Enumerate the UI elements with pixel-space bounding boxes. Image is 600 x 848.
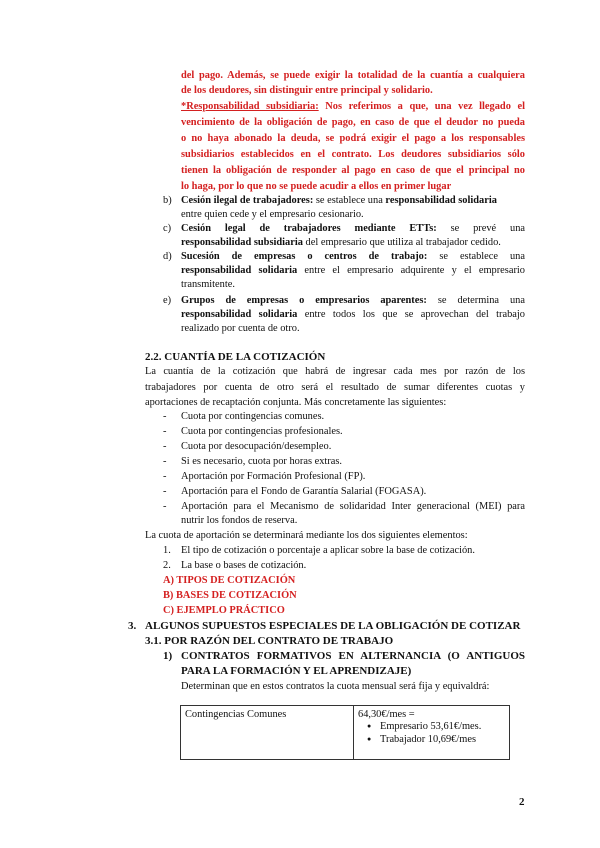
text: entre todos los que se aprovechan del trabajo: [297, 309, 525, 320]
red-text-line: de los deudores, sin distinguir entre principal y solidario.: [181, 85, 433, 96]
list-item-text: realizado por cuenta de otro.: [181, 323, 300, 334]
list-item-e: [181, 294, 525, 308]
term: responsabilidad solidaria: [181, 265, 298, 276]
red-text-line: del pago. Además, se puede exigir la totalidad de la cuantía a cualquiera: [181, 70, 525, 81]
text: se determina una: [426, 295, 525, 306]
term: Cesión ilegal de trabajadores:: [181, 195, 314, 206]
list-item: nutrir los fondos de reserva.: [181, 515, 298, 526]
section-number: 3.: [128, 620, 137, 632]
section-heading: ALGUNOS SUPUESTOS ESPECIALES DE LA OBLIGACIÓN DE COTIZAR: [145, 620, 521, 632]
paragraph-line: aportaciones de recaptación conjunta. Más concretamente las siguientes:: [145, 397, 447, 408]
list-item: Si es necesario, cuota por horas extras.: [181, 456, 342, 467]
numbered-item: La base o bases de cotización.: [181, 560, 307, 571]
item-heading: PARA LA FORMACIÓN Y EL APRENDIZAJE): [181, 665, 412, 677]
paragraph-line: La cuantía de la cotización que habrá de ingresar cada mes por razón de los: [145, 366, 525, 377]
paragraph-line: La cuota de aportación se determinará mediante los dos siguientes elementos:: [145, 530, 468, 541]
list-item-b: [181, 194, 497, 208]
red-text-span: Nos referimos a que, una vez llegado el: [318, 101, 525, 112]
page-number: 2: [519, 796, 525, 808]
list-item: Cuota por contingencias comunes.: [181, 411, 325, 422]
item-heading: CONTRATOS FORMATIVOS EN ALTERNANCIA (O ANTIGUOS: [181, 650, 525, 662]
list-item: Cuota por desocupación/desempleo.: [181, 441, 332, 452]
list-item-text: [181, 264, 525, 278]
dash-marker: -: [163, 456, 167, 467]
subsidiary-label: *Responsabilidad subsidiaria:: [181, 101, 319, 112]
list-item-text: transmitente.: [181, 279, 235, 290]
dash-marker: -: [163, 501, 167, 512]
table-cell-amount: [354, 706, 510, 760]
number-marker: 2.: [163, 560, 171, 571]
term: responsabilidad solidaria: [385, 195, 497, 206]
section-heading: 2.2. CUANTÍA DE LA COTIZACIÓN: [145, 351, 326, 363]
red-subheading: B) BASES DE COTIZACIÓN: [163, 590, 297, 601]
list-marker: e): [163, 295, 172, 306]
list-item-text: entre quien cede y el empresario cesionario.: [181, 209, 364, 220]
red-subheading: A) TIPOS DE COTIZACIÓN: [163, 575, 296, 586]
dash-marker: -: [163, 486, 167, 497]
list-marker: b): [163, 195, 172, 206]
quota-table: [180, 705, 510, 760]
amount-total: 64,30€/mes =: [358, 709, 415, 720]
paragraph-line: Determinan que en estos contratos la cuota mensual será fija y equivaldrá:: [181, 681, 490, 692]
text: se establece una: [313, 195, 386, 206]
red-text-line: lo haga, por lo que no se puede acudir a ellos en primer lugar: [181, 181, 452, 192]
list-item-text: [181, 236, 501, 250]
dash-marker: -: [163, 426, 167, 437]
text: del empresario que utiliza al trabajador cedido.: [302, 237, 501, 248]
red-subheading: C) EJEMPLO PRÁCTICO: [163, 605, 285, 616]
list-marker: d): [163, 251, 172, 262]
list-item: ● Trabajador 10,69€/mes: [380, 733, 505, 746]
red-text-line: o no haya abonado la deuda, se podrá exigir el pago a los responsables: [181, 133, 525, 144]
text: entre el empresario adquirente y el empresario: [297, 265, 525, 276]
list-item-c: [181, 222, 525, 236]
text: se prevé una: [436, 223, 526, 234]
list-item-d: [181, 250, 525, 264]
list-item-text: [181, 308, 525, 322]
table-cell-concept: Contingencias Comunes: [181, 706, 354, 760]
red-text-line: vencimiento de la obligación de pago, en caso de que el deudor no pueda: [181, 117, 525, 128]
item-number: 1): [163, 650, 173, 662]
red-text-line: subsidiarios establecidos en el contrato. Los deudores subsidiarios sólo: [181, 149, 525, 160]
term: Grupos de empresas o empresarios aparentes:: [181, 295, 427, 306]
subsection-heading: 3.1. POR RAZÓN DEL CONTRATO DE TRABAJO: [145, 635, 394, 647]
list-marker: c): [163, 223, 172, 234]
paragraph-line: trabajadores por cuenta de otro será el resultado de sumar diferentes cuotas y: [145, 382, 525, 393]
numbered-item: El tipo de cotización o porcentaje a aplicar sobre la base de cotización.: [181, 545, 475, 556]
term: Sucesión de empresas o centros de trabajo:: [181, 251, 428, 262]
subsidiary-definition-line: [181, 100, 525, 114]
red-text-line: tienen la obligación de responder al pago en caso de que el principal no: [181, 165, 525, 176]
amount-breakdown: [358, 720, 505, 746]
list-item: Aportación para el Mecanismo de solidaridad Inter generacional (MEI) para: [181, 501, 525, 512]
list-item: ● Empresario 53,61€/mes.: [380, 720, 505, 733]
dash-marker: -: [163, 471, 167, 482]
text: se establece una: [427, 251, 525, 262]
term: responsabilidad solidaria: [181, 309, 298, 320]
list-item: Aportación para el Fondo de Garantía Salarial (FOGASA).: [181, 486, 427, 497]
number-marker: 1.: [163, 545, 171, 556]
list-item: Aportación por Formación Profesional (FP).: [181, 471, 366, 482]
term: Cesión legal de trabajadores mediante ETTs:: [181, 223, 437, 234]
table-row: [181, 706, 510, 760]
term: responsabilidad subsidiaria: [181, 237, 303, 248]
dash-marker: -: [163, 411, 167, 422]
dash-marker: -: [163, 441, 167, 452]
list-item: Cuota por contingencias profesionales.: [181, 426, 343, 437]
